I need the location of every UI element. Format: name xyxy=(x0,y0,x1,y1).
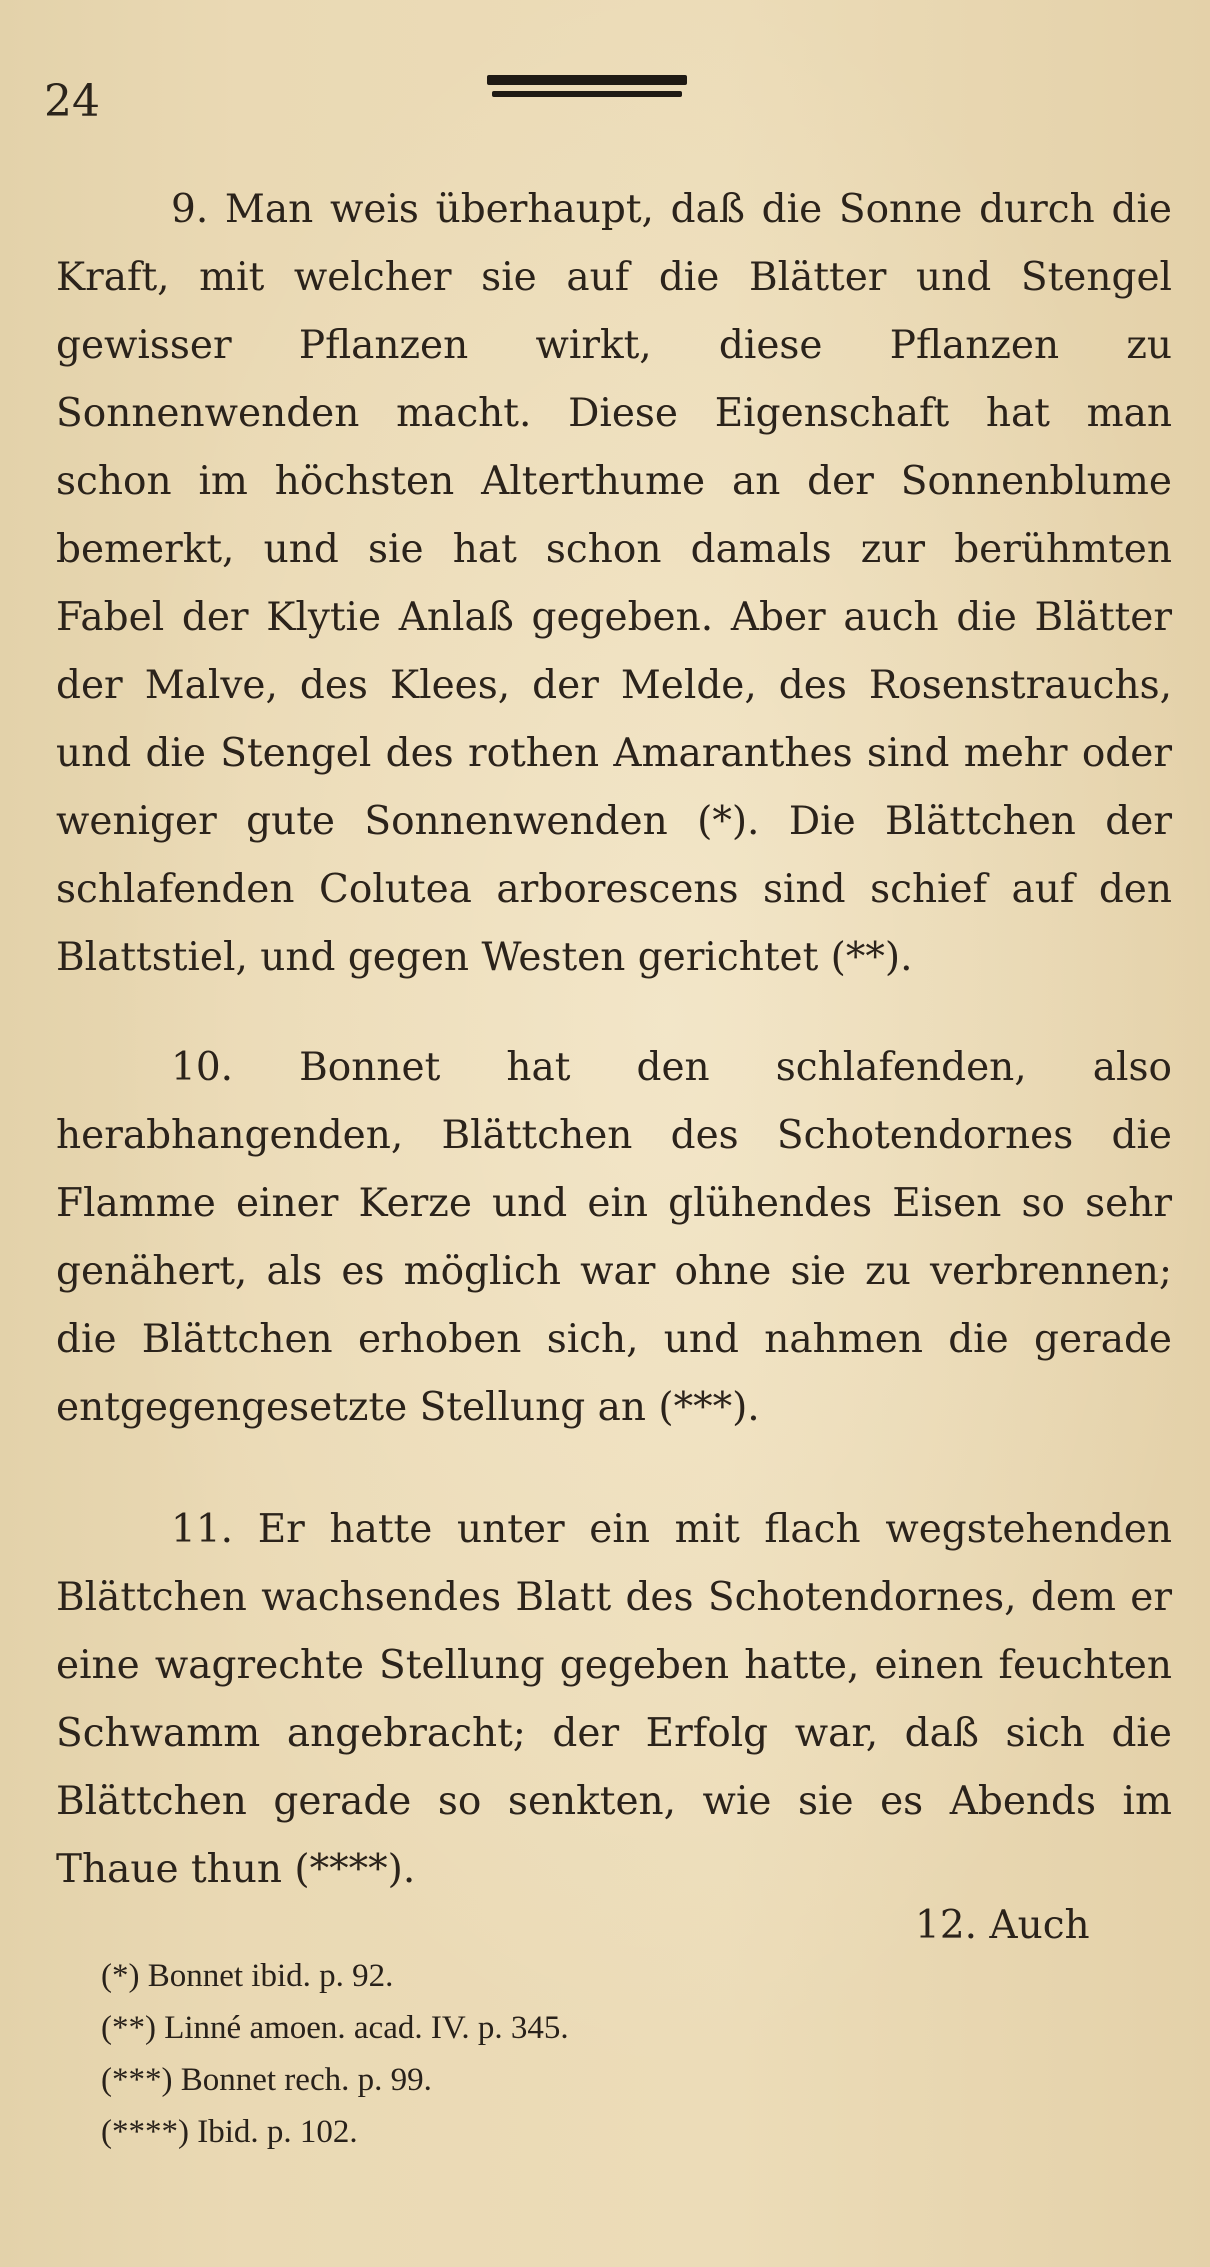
catchword: 12. Auch xyxy=(915,1903,1090,1948)
header-rule-bottom xyxy=(492,91,682,97)
paragraph-11: 11. Er hatte unter ein mit flach wegstehenden Blättchen wachsendes Blatt des Schotendornes, dem er eine wagrechte Stellung gegeben hatte, einen feuchten Schwamm angebracht; der Erfolg war, daß sich die Blättchen gerade so senkten, wie sie es Abends im Thaue thun (****). xyxy=(56,1507,1172,1892)
paragraph-9: 9. Man weis überhaupt, daß die Sonne durch die Kraft, mit welcher sie auf die Blätter und Stengel gewisser Pflanzen wirkt, diese Pflanzen zu Sonnenwenden macht. Diese Eigenschaft hat man schon im höchsten Alterthume an der Sonnenblume bemerkt, und sie hat schon damals zur berühmten Fabel der Klytie Anlaß gegeben. Aber auch die Blätter der Malve, des Klees, der Melde, des Rosenstrauchs, und die Stengel des rothen Amaranthes sind mehr oder weniger gute Sonnenwenden (*). Die Blättchen der schlafenden Colutea arborescens sind schief auf den Blattstiel, und gegen Westen gerichtet (**). xyxy=(56,187,1172,980)
footnotes xyxy=(101,1950,921,2158)
footnote-1: (*) Bonnet ibid. p. 92. xyxy=(101,1958,394,1994)
paragraph-10: 10. Bonnet hat den schlafenden, also herabhangenden, Blättchen des Schotendornes die Flamme einer Kerze und ein glühendes Eisen so sehr genähert, als es möglich war ohne sie zu verbrennen; die Blättchen erhoben sich, und nahmen die gerade entgegengesetzte Stellung an (***). xyxy=(56,1045,1172,1430)
header-rule-top xyxy=(487,75,687,85)
footnote-4: (****) Ibid. p. 102. xyxy=(101,2114,358,2150)
footnote-3: (***) Bonnet rech. p. 99. xyxy=(101,2062,432,2098)
footnote-2: (**) Linné amoen. acad. IV. p. 345. xyxy=(101,2010,569,2046)
page-number: 24 xyxy=(44,76,100,127)
